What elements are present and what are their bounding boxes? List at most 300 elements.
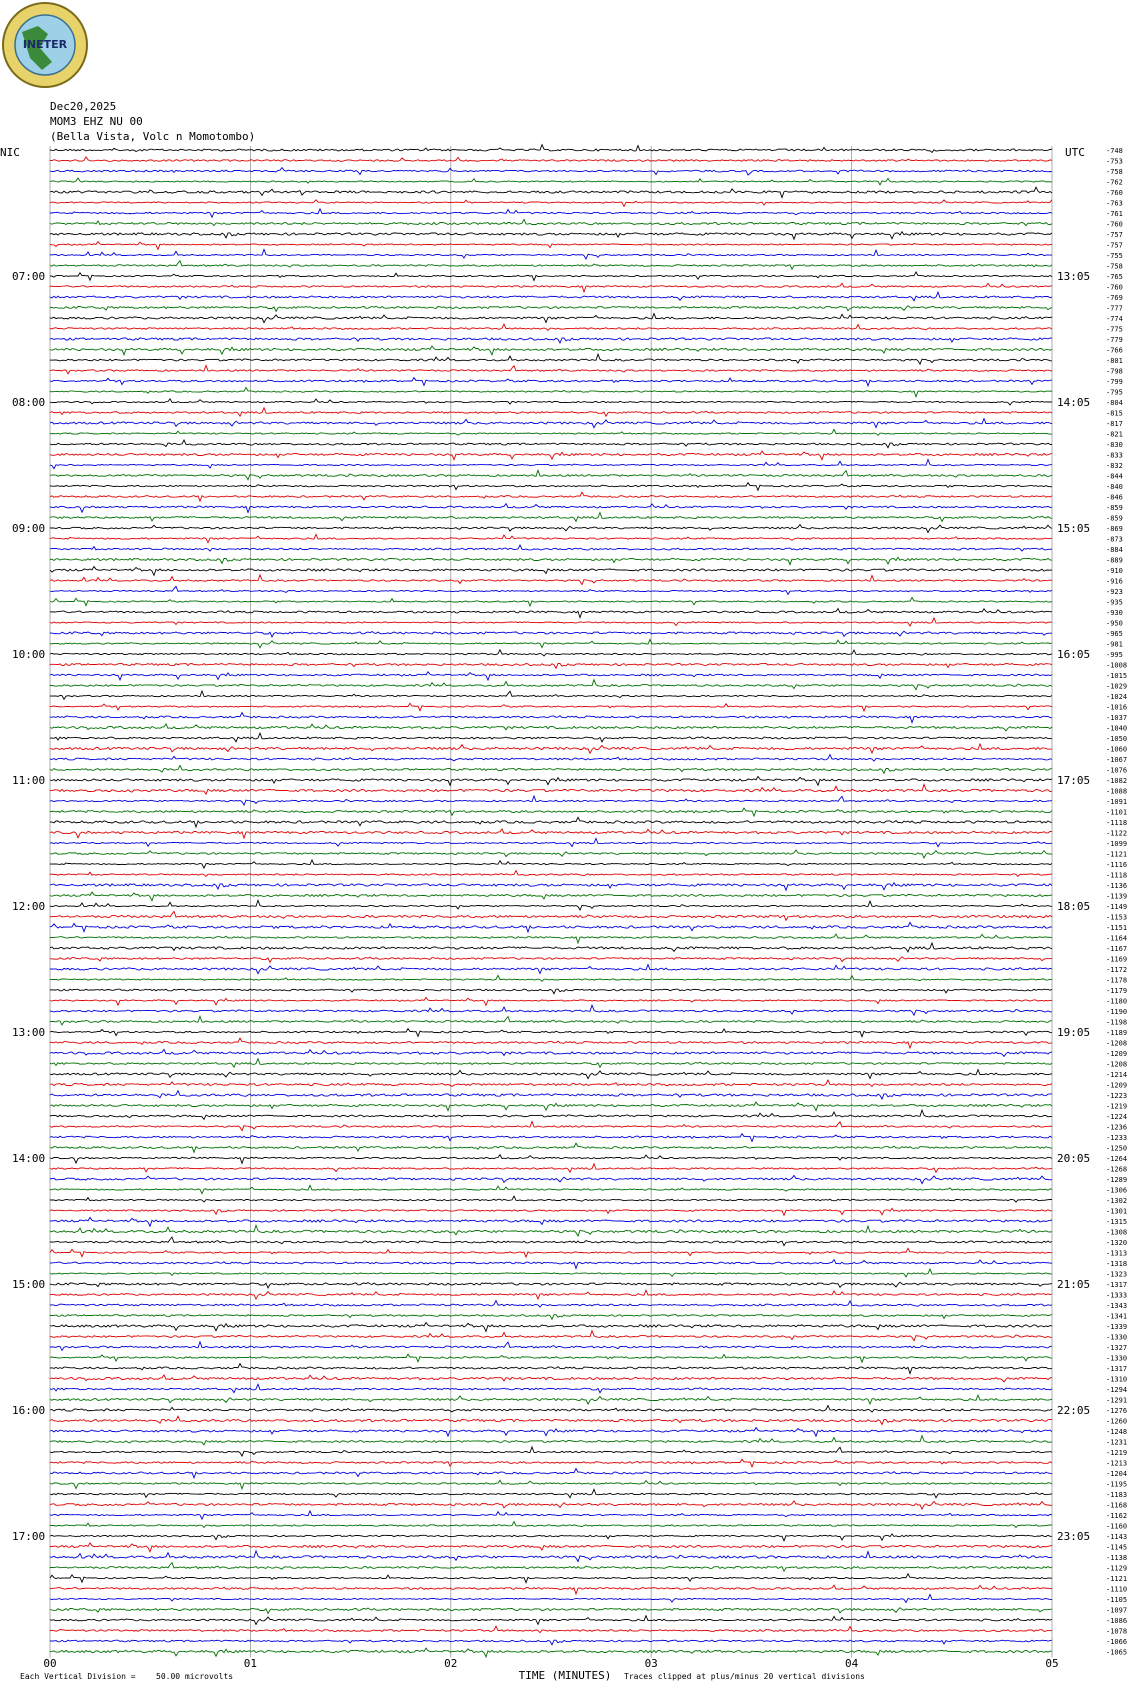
trace-offset-label: -1291 (1106, 1396, 1128, 1405)
trace-offset-label: -1145 (1106, 1543, 1128, 1552)
seismic-trace (50, 525, 1052, 533)
trace-offset-label: -804 (1106, 399, 1123, 407)
header-station: MOM3 EHZ NU 00 (50, 115, 143, 128)
seismic-trace (50, 1489, 1052, 1498)
left-hour-label: 07:00 (12, 270, 46, 283)
seismic-trace (50, 1323, 1052, 1332)
seismic-trace (50, 338, 1052, 343)
trace-offset-label: -844 (1106, 472, 1123, 481)
trace-offset-label: -1233 (1106, 1134, 1128, 1142)
seismic-trace (50, 200, 1052, 207)
x-tick-label: 03 (644, 1657, 658, 1670)
seismic-trace (50, 324, 1052, 330)
seismic-trace (50, 664, 1052, 669)
trace-offset-label: -995 (1106, 651, 1123, 659)
right-hour-label: 19:05 (1057, 1026, 1091, 1039)
trace-offset-label: -774 (1106, 315, 1123, 323)
right-hour-label: 15:05 (1057, 522, 1091, 535)
trace-offset-label: -830 (1106, 441, 1123, 449)
right-hour-label: 21:05 (1057, 1278, 1091, 1291)
seismic-trace (50, 567, 1052, 576)
seismic-trace (50, 534, 1052, 542)
trace-offset-label: -1248 (1106, 1428, 1128, 1436)
trace-offset-label: -1315 (1106, 1218, 1128, 1226)
trace-offset-label: -1008 (1106, 661, 1128, 670)
seismic-trace (50, 586, 1052, 594)
right-hour-label: 18:05 (1057, 900, 1091, 913)
seismic-trace (50, 765, 1052, 773)
seismic-trace (50, 346, 1052, 355)
seismic-trace (50, 378, 1052, 386)
trace-offset-label: -779 (1106, 336, 1123, 344)
seismic-trace (50, 1563, 1052, 1572)
seismic-trace (50, 451, 1052, 460)
trace-offset-label: -1236 (1106, 1123, 1128, 1132)
seismic-trace (50, 1640, 1052, 1645)
seismic-trace (50, 1522, 1052, 1528)
seismic-trace (50, 513, 1052, 522)
seismic-trace (50, 1282, 1052, 1288)
seismic-trace (50, 631, 1052, 637)
seismic-trace (50, 1301, 1052, 1308)
trace-offset-label: -758 (1106, 168, 1123, 176)
right-hour-label: 14:05 (1057, 396, 1091, 409)
trace-offset-label: -1136 (1106, 882, 1128, 890)
seismic-trace (50, 1342, 1052, 1351)
right-hour-label: 22:05 (1057, 1404, 1091, 1417)
seismic-trace (50, 911, 1052, 920)
trace-offset-label: -1097 (1106, 1606, 1128, 1615)
seismic-trace (50, 1269, 1052, 1277)
trace-offset-label: -1183 (1106, 1491, 1128, 1499)
seismic-trace (50, 965, 1052, 974)
trace-offset-label: -1088 (1106, 787, 1128, 796)
seismic-trace (50, 1290, 1052, 1299)
trace-offset-label: -1024 (1106, 693, 1128, 701)
seismic-trace (50, 219, 1052, 225)
trace-offset-label: -1169 (1106, 955, 1128, 964)
left-hour-label: 08:00 (12, 396, 46, 409)
trace-offset-label: -1343 (1106, 1302, 1128, 1310)
trace-offset-label: -760 (1106, 189, 1123, 197)
seismic-trace (50, 1511, 1052, 1519)
trace-offset-label: -1040 (1106, 724, 1128, 733)
seismic-trace (50, 639, 1052, 647)
trace-offset-label: -1116 (1106, 861, 1128, 869)
right-hour-label: 17:05 (1057, 774, 1091, 787)
seismic-trace (50, 261, 1052, 269)
seismic-trace (50, 1616, 1052, 1625)
seismic-trace (50, 1331, 1052, 1341)
trace-offset-label: -1268 (1106, 1165, 1128, 1174)
trace-offset-label: -910 (1106, 567, 1123, 575)
seismic-trace (50, 860, 1052, 868)
seismic-trace (50, 1459, 1052, 1467)
trace-offset-label: -889 (1106, 556, 1123, 565)
trace-offset-label: -1086 (1106, 1617, 1128, 1625)
trace-offset-label: -1078 (1106, 1627, 1128, 1636)
seismic-trace (50, 1070, 1052, 1079)
division-value: 50.00 microvolts (156, 1672, 234, 1681)
seismic-trace (50, 460, 1052, 469)
seismic-trace (50, 900, 1052, 910)
seismic-trace (50, 871, 1052, 877)
trace-offset-label: -755 (1106, 252, 1123, 260)
seismic-trace (50, 850, 1052, 858)
seismic-trace (50, 283, 1052, 292)
seismic-trace (50, 387, 1052, 396)
trace-offset-label: -1219 (1106, 1449, 1128, 1457)
trace-offset-label: -884 (1106, 546, 1123, 554)
seismic-trace (50, 157, 1052, 161)
seismic-trace (50, 440, 1052, 448)
seismic-trace (50, 784, 1052, 794)
trace-offset-label: -1179 (1106, 987, 1128, 995)
trace-offset-label: -1306 (1106, 1186, 1128, 1195)
seismic-trace (50, 1164, 1052, 1173)
seismic-trace (50, 399, 1052, 405)
trace-offset-label: -1066 (1106, 1638, 1128, 1646)
offset-labels (1106, 147, 1127, 1657)
seismic-trace (50, 242, 1052, 250)
trace-offset-label: -1099 (1106, 840, 1128, 848)
trace-offset-label: -1118 (1106, 819, 1128, 827)
trace-offset-label: -1178 (1106, 976, 1128, 985)
trace-offset-label: -1313 (1106, 1249, 1128, 1258)
seismic-trace (50, 1480, 1052, 1489)
trace-offset-label: -923 (1106, 588, 1123, 596)
seismic-trace (50, 691, 1052, 699)
right-hour-label: 23:05 (1057, 1530, 1091, 1543)
trace-offset-label: -1317 (1106, 1281, 1128, 1289)
trace-offset-label: -817 (1106, 420, 1123, 428)
trace-offset-label: -1060 (1106, 745, 1128, 754)
seismic-trace (50, 1091, 1052, 1099)
trace-offset-label: -1067 (1106, 756, 1128, 764)
trace-offset-label: -1162 (1106, 1512, 1128, 1520)
seismic-trace (50, 1029, 1052, 1037)
trace-offset-label: -757 (1106, 241, 1123, 250)
seismic-trace (50, 1143, 1052, 1152)
left-hour-label: 09:00 (12, 522, 46, 535)
seismic-trace (50, 1428, 1052, 1437)
trace-offset-label: -1204 (1106, 1470, 1128, 1478)
seismic-trace (50, 1543, 1052, 1552)
trace-offset-label: -765 (1106, 273, 1123, 281)
seismic-trace (50, 1501, 1052, 1509)
trace-offset-label: -1318 (1106, 1260, 1128, 1268)
trace-offset-label: -1330 (1106, 1354, 1128, 1363)
trace-offset-label: -1327 (1106, 1344, 1128, 1352)
trace-offset-label: -1091 (1106, 798, 1128, 806)
seismic-trace (50, 1134, 1052, 1142)
seismic-trace (50, 545, 1052, 551)
seismic-trace (50, 557, 1052, 564)
trace-offset-label: -775 (1106, 325, 1123, 334)
trace-offset-label: -1294 (1106, 1386, 1128, 1394)
header-site: (Bella Vista, Volc n Momotombo) (50, 130, 256, 143)
seismic-trace (50, 232, 1052, 240)
trace-offset-label: -1302 (1106, 1197, 1128, 1205)
seismic-trace (50, 1005, 1052, 1015)
logo-text: INETER (22, 38, 68, 51)
clip-note: Traces clipped at plus/minus 20 vertical divisions (624, 1672, 865, 1681)
trace-offset-label: -760 (1106, 283, 1123, 292)
seismic-trace (50, 744, 1052, 753)
trace-offset-label: -1164 (1106, 934, 1128, 943)
trace-offset-label: -1190 (1106, 1008, 1128, 1016)
seismic-trace (50, 957, 1052, 963)
seismic-trace (50, 829, 1052, 838)
seismic-trace (50, 1155, 1052, 1164)
trace-offset-label: -965 (1106, 630, 1123, 638)
trace-offset-label: -1208 (1106, 1060, 1128, 1069)
seismic-trace (50, 703, 1052, 711)
seismic-trace (50, 365, 1052, 373)
header-date: Dec20,2025 (50, 100, 117, 113)
seismic-trace (50, 1375, 1052, 1382)
right-hour-label: 16:05 (1057, 648, 1091, 661)
seismic-trace (50, 1585, 1052, 1594)
trace-offset-label: -1264 (1106, 1155, 1128, 1163)
trace-offset-label: -1065 (1106, 1648, 1128, 1657)
seismic-trace (50, 1080, 1052, 1087)
trace-offset-label: -1076 (1106, 766, 1128, 775)
seismic-trace (50, 1574, 1052, 1583)
seismic-trace (50, 1016, 1052, 1025)
trace-offset-label: -821 (1106, 430, 1123, 439)
trace-offset-label: -1153 (1106, 913, 1128, 922)
seismic-trace (50, 1260, 1052, 1269)
x-tick-label: 01 (243, 1657, 258, 1670)
trace-offset-label: -1208 (1106, 1039, 1128, 1048)
seismic-trace (50, 733, 1052, 742)
trace-offset-label: -1050 (1106, 735, 1128, 743)
trace-offset-label: -1339 (1106, 1323, 1128, 1331)
trace-offset-label: -766 (1106, 346, 1123, 355)
seismic-trace (50, 1447, 1052, 1456)
seismic-trace (50, 975, 1052, 981)
left-hour-label: 17:00 (12, 1530, 46, 1543)
seismic-trace (50, 989, 1052, 994)
trace-offset-label: -1151 (1106, 924, 1128, 932)
seismic-trace (50, 892, 1052, 901)
seismic-trace (50, 492, 1052, 501)
trace-offset-label: -1180 (1106, 997, 1128, 1006)
left-hour-label: 14:00 (12, 1152, 46, 1165)
trace-offset-label: -795 (1106, 388, 1123, 397)
seismic-trace (50, 998, 1052, 1006)
trace-offset-label: -763 (1106, 199, 1123, 208)
seismic-trace (50, 1175, 1052, 1183)
seismic-trace (50, 724, 1052, 731)
trace-offset-label: -757 (1106, 231, 1123, 239)
trace-offset-label: -1139 (1106, 892, 1128, 901)
trace-offset-label: -916 (1106, 577, 1123, 586)
trace-offset-label: -1168 (1106, 1501, 1128, 1510)
seismic-trace (50, 796, 1052, 805)
trace-offset-label: -1341 (1106, 1312, 1128, 1321)
seismic-trace (50, 650, 1052, 656)
seismic-trace (50, 429, 1052, 435)
division-note: Each Vertical Division = (20, 1672, 136, 1681)
left-hour-label: 12:00 (12, 900, 46, 913)
trace-offset-label: -1037 (1106, 714, 1128, 722)
seismic-trace (50, 1218, 1052, 1227)
trace-offset-label: -801 (1106, 357, 1123, 365)
right-hour-label: 13:05 (1057, 270, 1091, 283)
seismic-trace (50, 1196, 1052, 1202)
seismic-trace (50, 943, 1052, 952)
seismic-trace (50, 1237, 1052, 1246)
seismic-trace (50, 883, 1052, 891)
seismic-trace (50, 1038, 1052, 1048)
trace-offset-label: -1219 (1106, 1102, 1128, 1111)
trace-offset-label: -1231 (1106, 1438, 1128, 1447)
trace-offset-label: -799 (1106, 378, 1123, 386)
trace-offset-label: -1029 (1106, 682, 1128, 691)
right-hour-label: 20:05 (1057, 1152, 1091, 1165)
seismic-trace (50, 808, 1052, 816)
trace-offset-label: -859 (1106, 514, 1123, 523)
x-tick-label: 02 (444, 1657, 458, 1670)
seismic-trace (50, 1551, 1052, 1562)
trace-offset-label: -930 (1106, 609, 1123, 617)
x-axis-label: TIME (MINUTES) (518, 1669, 612, 1682)
trace-offset-label: -762 (1106, 178, 1123, 187)
seismic-trace (50, 292, 1052, 301)
left-hour-label: 15:00 (12, 1278, 46, 1291)
trace-offset-label: -1198 (1106, 1018, 1128, 1027)
trace-offset-label: -1122 (1106, 829, 1128, 838)
trace-offset-label: -833 (1106, 451, 1123, 460)
trace-offset-label: -1301 (1106, 1207, 1128, 1216)
trace-offset-label: -832 (1106, 462, 1123, 470)
seismic-trace (50, 354, 1052, 364)
trace-offset-label: -1016 (1106, 703, 1128, 712)
seismic-trace (50, 168, 1052, 175)
seismic-trace (50, 672, 1052, 680)
trace-offset-label: -1276 (1106, 1407, 1128, 1415)
seismic-trace (50, 1208, 1052, 1215)
trace-offset-label: -777 (1106, 304, 1123, 313)
trace-offset-label: -748 (1106, 147, 1123, 155)
trace-offset-label: -1289 (1106, 1176, 1128, 1184)
trace-offset-label: -1121 (1106, 1575, 1128, 1583)
trace-offset-label: -1260 (1106, 1417, 1128, 1426)
seismic-trace (50, 1469, 1052, 1478)
seismic-trace (50, 1121, 1052, 1130)
trace-offset-label: -1160 (1106, 1522, 1128, 1531)
seismic-trace (50, 1436, 1052, 1445)
trace-offset-label: -1213 (1106, 1459, 1128, 1468)
trace-offset-label: -1250 (1106, 1144, 1128, 1153)
seismic-trace (50, 306, 1052, 312)
left-hour-label: 11:00 (12, 774, 46, 787)
seismic-trace (50, 1395, 1052, 1404)
seismic-trace (50, 609, 1052, 618)
seismic-trace (50, 777, 1052, 786)
trace-offset-label: -1310 (1106, 1375, 1128, 1384)
seismic-trace (50, 922, 1052, 932)
trace-offset-label: -761 (1106, 210, 1123, 218)
trace-offset-label: -1082 (1106, 777, 1128, 785)
trace-offset-label: -846 (1106, 493, 1123, 502)
trace-offset-label: -873 (1106, 535, 1123, 544)
seismic-trace (50, 1406, 1052, 1413)
trace-offset-label: -1149 (1106, 903, 1128, 911)
seismic-trace (50, 1384, 1052, 1393)
seismic-trace (50, 934, 1052, 943)
seismic-trace (50, 1626, 1052, 1633)
seismic-trace (50, 817, 1052, 827)
left-hour-label: 10:00 (12, 648, 46, 661)
seismic-trace (50, 1059, 1052, 1068)
left-axis-label: NIC (0, 146, 20, 159)
trace-offset-label: -1138 (1106, 1554, 1128, 1562)
trace-offset-label: -815 (1106, 409, 1123, 418)
seismic-trace (50, 1534, 1052, 1541)
trace-offset-label: -1015 (1106, 672, 1128, 680)
trace-offset-label: -1330 (1106, 1333, 1128, 1342)
left-hour-label: 13:00 (12, 1026, 46, 1039)
seismic-trace (50, 504, 1052, 513)
trace-offset-label: -1110 (1106, 1585, 1128, 1594)
left-hour-label: 16:00 (12, 1404, 46, 1417)
seismic-trace (50, 575, 1052, 585)
seismic-trace (50, 838, 1052, 846)
trace-offset-label: -1172 (1106, 966, 1128, 974)
seismic-trace (50, 1315, 1052, 1320)
trace-offset-label: -935 (1106, 598, 1123, 607)
seismic-trace (50, 187, 1052, 197)
trace-offset-label: -840 (1106, 483, 1123, 491)
seismic-trace (50, 1364, 1052, 1374)
seismic-trace (50, 178, 1052, 185)
trace-offset-label: -1105 (1106, 1596, 1128, 1604)
trace-offset-label: -981 (1106, 640, 1123, 649)
trace-offset-label: -859 (1106, 504, 1123, 512)
seismic-trace (50, 1185, 1052, 1193)
trace-offset-label: -950 (1106, 619, 1123, 628)
seismic-trace (50, 209, 1052, 218)
seismic-trace (50, 408, 1052, 417)
trace-offset-label: -1209 (1106, 1050, 1128, 1058)
trace-offset-label: -758 (1106, 262, 1123, 271)
trace-offset-label: -1317 (1106, 1365, 1128, 1373)
trace-offset-label: -753 (1106, 157, 1123, 166)
trace-offset-label: -1223 (1106, 1092, 1128, 1100)
seismic-trace (50, 1225, 1052, 1236)
x-tick-label: 04 (844, 1657, 859, 1670)
trace-offset-label: -1209 (1106, 1081, 1128, 1090)
x-tick-label: 05 (1045, 1657, 1059, 1670)
trace-offset-label: -1129 (1106, 1564, 1128, 1573)
seismic-trace (50, 272, 1052, 281)
right-axis-label: UTC (1065, 146, 1085, 159)
seismic-trace (50, 618, 1052, 626)
trace-offset-label: -769 (1106, 294, 1123, 302)
trace-offset-label: -1118 (1106, 871, 1128, 880)
trace-offset-label: -1320 (1106, 1239, 1128, 1247)
seismic-trace (50, 249, 1052, 259)
seismic-trace (50, 1608, 1052, 1614)
trace-group (50, 145, 1052, 1657)
seismic-trace (50, 1416, 1052, 1424)
seismic-trace (50, 1595, 1052, 1603)
trace-offset-label: -1323 (1106, 1270, 1128, 1279)
seismic-trace (50, 713, 1052, 723)
